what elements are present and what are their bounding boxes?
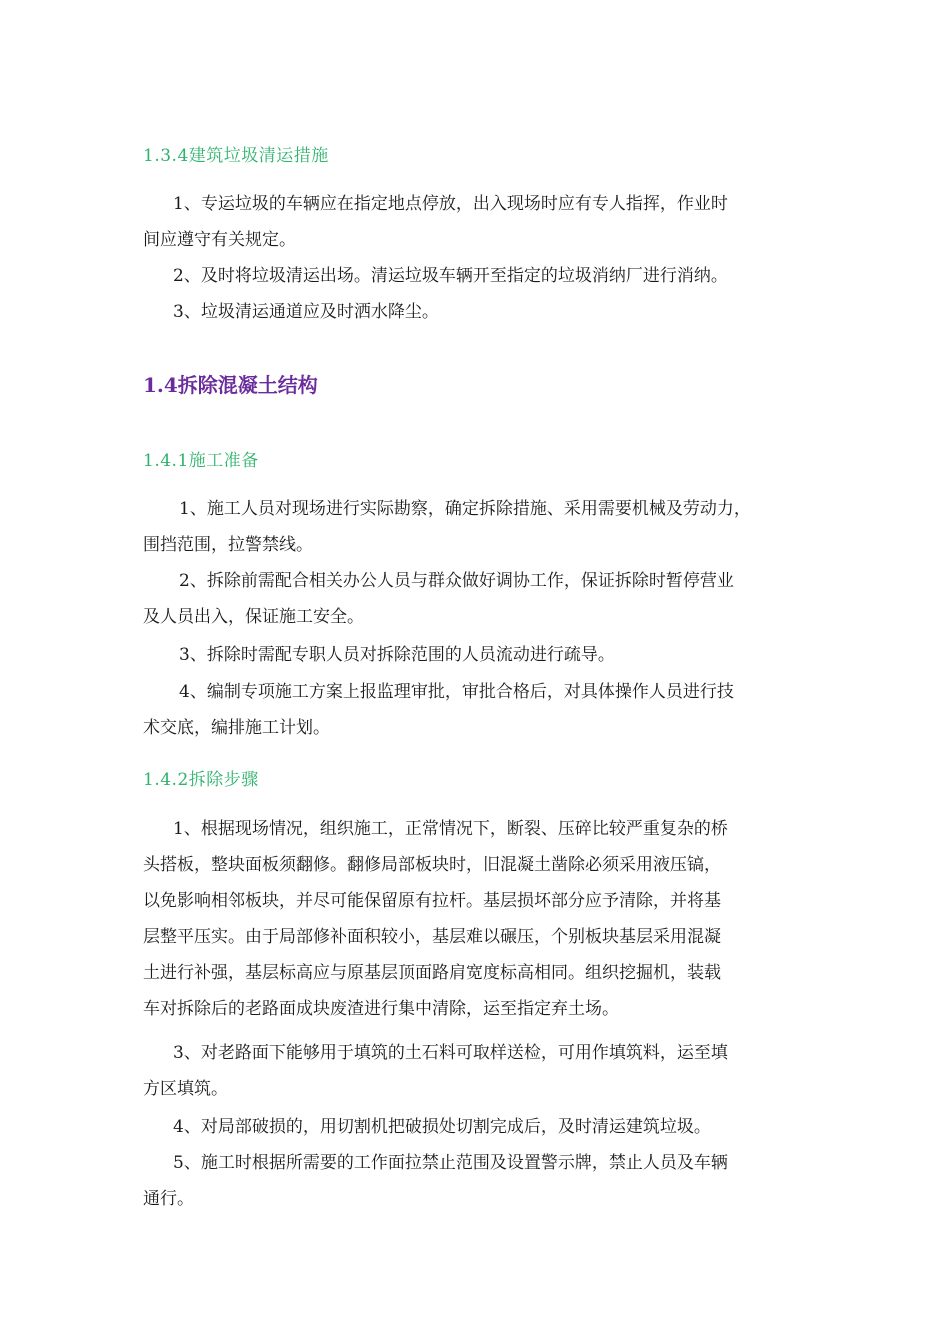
text-line: 围挡范围，拉警禁线。 — [143, 535, 313, 555]
paragraph-1-4-1-3 — [143, 637, 813, 673]
text-line: 车对拆除后的老路面成块废渣进行集中清除，运至指定弃土场。 — [143, 999, 619, 1019]
text-line: 1、根据现场情况，组织施工，正常情况下，断裂、压碎比较严重复杂的桥 — [173, 819, 728, 839]
text-line: 4、对局部破损的，用切割机把破损处切割完成后，及时清运建筑垃圾。 — [173, 1117, 711, 1137]
paragraph-1-3-4-2 — [143, 258, 813, 294]
text-line: 2、拆除前需配合相关办公人员与群众做好调协工作，保证拆除时暂停营业 — [179, 571, 734, 591]
paragraph-1-4-2-5 — [143, 1145, 813, 1217]
text-line: 4、编制专项施工方案上报监理审批，审批合格后，对具体操作人员进行技 — [179, 682, 734, 702]
paragraph-1-4-2-1 — [143, 811, 813, 1027]
text-line: 头搭板，整块面板须翻修。翻修局部板块时，旧混凝土凿除必须采用液压镐， — [143, 855, 721, 875]
paragraph-1-4-2-3 — [143, 1035, 813, 1107]
text-line: 3、拆除时需配专职人员对拆除范围的人员流动进行疏导。 — [179, 645, 615, 665]
text-line: 1、专运垃圾的车辆应在指定地点停放，出入现场时应有专人指挥，作业时 — [173, 194, 728, 214]
text-line: 术交底，编排施工计划。 — [143, 718, 330, 738]
text-line: 3、对老路面下能够用于填筑的土石料可取样送检，可用作填筑料，运至填 — [173, 1043, 728, 1063]
text-line: 3、垃圾清运通道应及时洒水降尘。 — [173, 302, 439, 322]
text-line: 1、施工人员对现场进行实际勘察，确定拆除措施、采用需要机械及劳动力， — [179, 499, 751, 519]
paragraph-1-4-1-4 — [143, 674, 813, 746]
heading-1-3-4: 1.3.4建筑垃圾清运措施 — [143, 146, 329, 166]
text-line: 5、施工时根据所需要的工作面拉禁止范围及设置警示牌，禁止人员及车辆 — [173, 1153, 728, 1173]
heading-1-4-1: 1.4.1施工准备 — [143, 451, 259, 471]
text-line: 及人员出入，保证施工安全。 — [143, 607, 364, 627]
text-line: 层整平压实。由于局部修补面积较小，基层难以碾压，个别板块基层采用混凝 — [143, 927, 721, 947]
paragraph-1-4-1-2 — [143, 563, 813, 635]
paragraph-1-4-1-1 — [143, 491, 813, 563]
paragraph-1-4-2-4 — [143, 1109, 813, 1145]
text-line: 以免影响相邻板块，并尽可能保留原有拉杆。基层损坏部分应予清除，并将基 — [143, 891, 721, 911]
text-line: 通行。 — [143, 1189, 194, 1209]
heading-1-4-2: 1.4.2拆除步骤 — [143, 770, 259, 790]
text-line: 2、及时将垃圾清运出场。清运垃圾车辆开至指定的垃圾消纳厂进行消纳。 — [173, 266, 728, 286]
paragraph-1-3-4-3 — [143, 294, 813, 330]
text-line: 土进行补强，基层标高应与原基层顶面路肩宽度标高相同。组织挖掘机，装载 — [143, 963, 721, 983]
paragraph-1-3-4-1 — [143, 186, 813, 258]
text-line: 间应遵守有关规定。 — [143, 230, 296, 250]
text-line: 方区填筑。 — [143, 1079, 228, 1099]
heading-1-4: 1.4拆除混凝土结构 — [143, 373, 318, 397]
